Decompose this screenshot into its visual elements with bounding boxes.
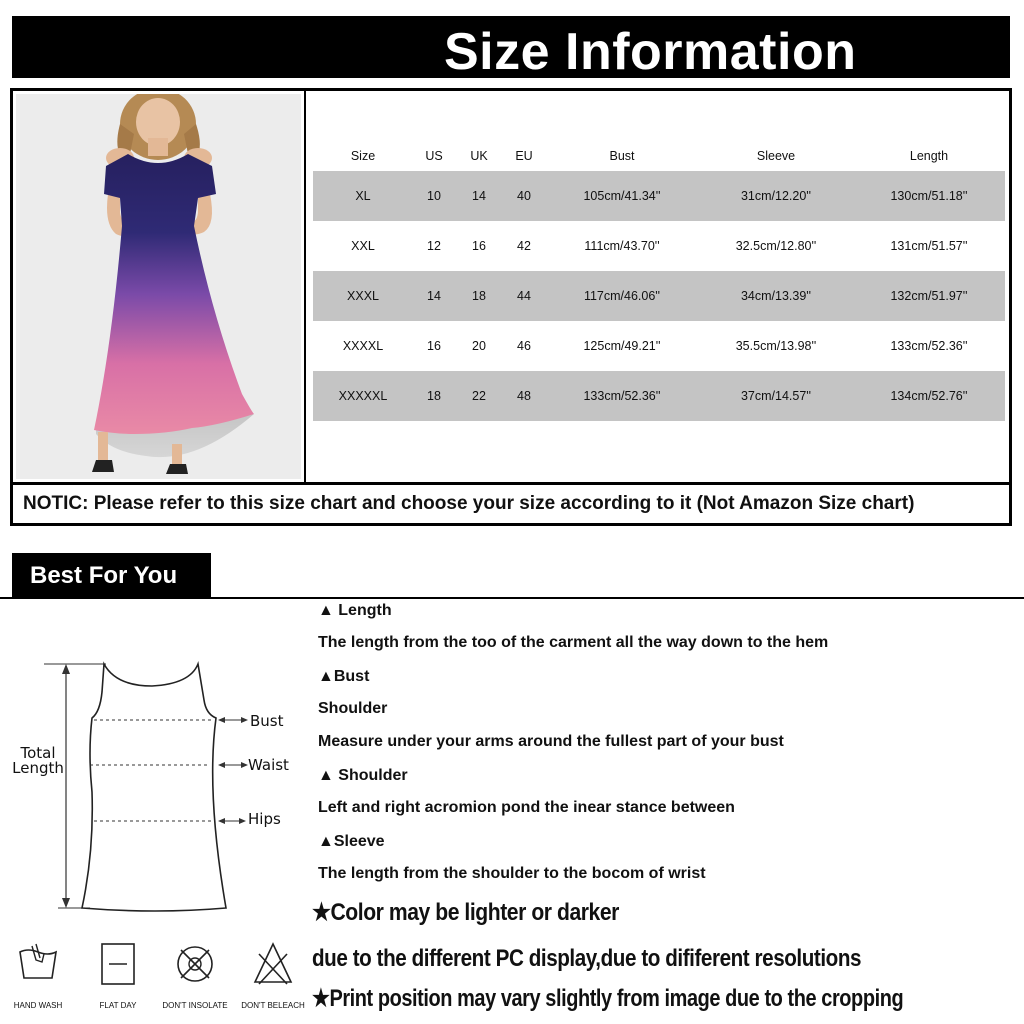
table-cell: 42: [517, 239, 531, 253]
do-not-insolate-icon: [173, 940, 217, 988]
size-table-cell: [306, 91, 1009, 482]
length-description: The length from the too of the carment all the way down to the hem: [318, 634, 829, 651]
table-cell: 46: [517, 339, 531, 353]
sleeve-description: The length from the shoulder to the bocom of wrist: [318, 865, 706, 882]
header-bust: Bust: [609, 149, 635, 163]
garment-measurement-diagram: [8, 652, 308, 922]
arrow-left-icon: [218, 762, 225, 768]
table-row: [313, 271, 1005, 321]
do-not-bleach-icon: [251, 940, 295, 988]
arrow-down-icon: [62, 898, 70, 908]
header-size: Size: [350, 149, 376, 163]
care-label: HAND WASH: [13, 1001, 63, 1010]
hand-wash-icon: [16, 940, 60, 984]
arrow-right-icon: [241, 717, 248, 723]
size-chart-frame: [10, 88, 1012, 526]
table-cell: 35.5cm/13.98'': [735, 339, 817, 353]
table-cell: 132cm/51.97'': [853, 271, 1005, 321]
total-label: Total: [20, 744, 56, 762]
table-cell: 44: [503, 271, 545, 321]
product-photo: [16, 94, 301, 479]
header-uk: UK: [470, 149, 488, 163]
print-note: ★Print position may vary slightly from image due to the cropping: [312, 985, 904, 1012]
table-cell: XXL: [351, 239, 375, 253]
shoulder-heading: ▲ Shoulder: [318, 767, 408, 784]
care-label: DON'T INSOLATE: [162, 1001, 228, 1010]
table-cell: 105cm/41.34'': [545, 171, 699, 221]
length-heading: ▲ Length: [318, 602, 392, 619]
table-cell: XL: [313, 171, 413, 221]
table-cell: 16: [472, 239, 486, 253]
table-cell: 14: [413, 271, 455, 321]
header-length: Length: [909, 149, 949, 163]
table-cell: 22: [455, 371, 503, 421]
table-row: [313, 221, 1005, 271]
dress-outline: [82, 664, 226, 911]
table-cell: 10: [413, 171, 455, 221]
table-row: [313, 371, 1005, 421]
care-hand-wash: [4, 940, 72, 1018]
waist-label: Waist: [248, 756, 289, 774]
arrow-up-icon: [62, 664, 70, 674]
table-cell: 111cm/43.70'': [584, 239, 660, 253]
display-note: due to the different PC display,due to dififerent resolutions: [312, 945, 862, 972]
sleeve-heading: ▲Sleeve: [318, 833, 385, 850]
table-cell: 40: [503, 171, 545, 221]
table-row: [313, 321, 1005, 371]
table-cell: 14: [455, 171, 503, 221]
care-do-not-insolate: [161, 940, 229, 1018]
best-for-you-label: Best For You: [30, 562, 178, 589]
table-cell: 32.5cm/12.80'': [735, 239, 817, 253]
header-us: US: [425, 149, 443, 163]
table-cell: XXXXXL: [313, 371, 413, 421]
table-row: [313, 171, 1005, 221]
size-notice: NOTIC: Please refer to this size chart and choose your size according to it (Not Amazon Size chart): [23, 493, 915, 514]
color-note: ★Color may be lighter or darker: [312, 899, 619, 926]
title-bar: [12, 16, 1010, 81]
care-label: FLAT DAY: [99, 1001, 137, 1010]
care-do-not-bleach: [239, 940, 307, 1018]
table-cell: 133cm/52.36'': [890, 339, 968, 353]
shoulder-description: Left and right acromion pond the inear stance between: [318, 799, 735, 816]
size-table: [313, 141, 1005, 421]
table-cell: 133cm/52.36'': [545, 371, 699, 421]
table-cell: 134cm/52.76'': [853, 371, 1005, 421]
table-cell: 18: [455, 271, 503, 321]
table-cell: 130cm/51.18'': [853, 171, 1005, 221]
table-cell: 117cm/46.06'': [545, 271, 699, 321]
header-eu: EU: [515, 149, 533, 163]
table-cell: 131cm/51.57'': [890, 239, 968, 253]
table-cell: 31cm/12.20'': [699, 171, 853, 221]
care-label: DON'T BELEACH: [241, 1001, 305, 1010]
size-table-header-row: [313, 141, 1005, 171]
bust-label: Bust: [250, 712, 284, 730]
shoulder-word: Shoulder: [318, 700, 388, 717]
dress-model-illustration: [16, 94, 301, 479]
table-cell: 12: [427, 239, 441, 253]
table-cell: 16: [427, 339, 441, 353]
table-cell: 18: [413, 371, 455, 421]
table-cell: 34cm/13.39'': [699, 271, 853, 321]
flat-dry-icon: [96, 940, 140, 988]
bust-description: Measure under your arms around the fullest part of your bust: [318, 733, 784, 750]
section-divider: [0, 597, 1024, 599]
table-cell: 48: [503, 371, 545, 421]
table-cell: 125cm/49.21'': [583, 339, 661, 353]
arrow-left-icon: [218, 818, 225, 824]
length-label: Length: [12, 759, 64, 777]
arrow-right-icon: [239, 818, 246, 824]
best-for-you-tab: [12, 553, 211, 597]
care-flat-dry: [84, 940, 152, 1018]
table-cell: XXXL: [313, 271, 413, 321]
arrow-right-icon: [241, 762, 248, 768]
hips-label: Hips: [248, 810, 281, 828]
arrow-left-icon: [218, 717, 225, 723]
notice-row: [13, 482, 1009, 523]
table-cell: 37cm/14.57'': [699, 371, 853, 421]
table-cell: XXXXL: [342, 339, 384, 353]
bust-heading: ▲Bust: [318, 668, 370, 685]
product-photo-cell: [13, 91, 306, 482]
page-title: Size Information: [444, 23, 857, 81]
header-sleeve: Sleeve: [756, 149, 796, 163]
table-cell: 20: [472, 339, 486, 353]
